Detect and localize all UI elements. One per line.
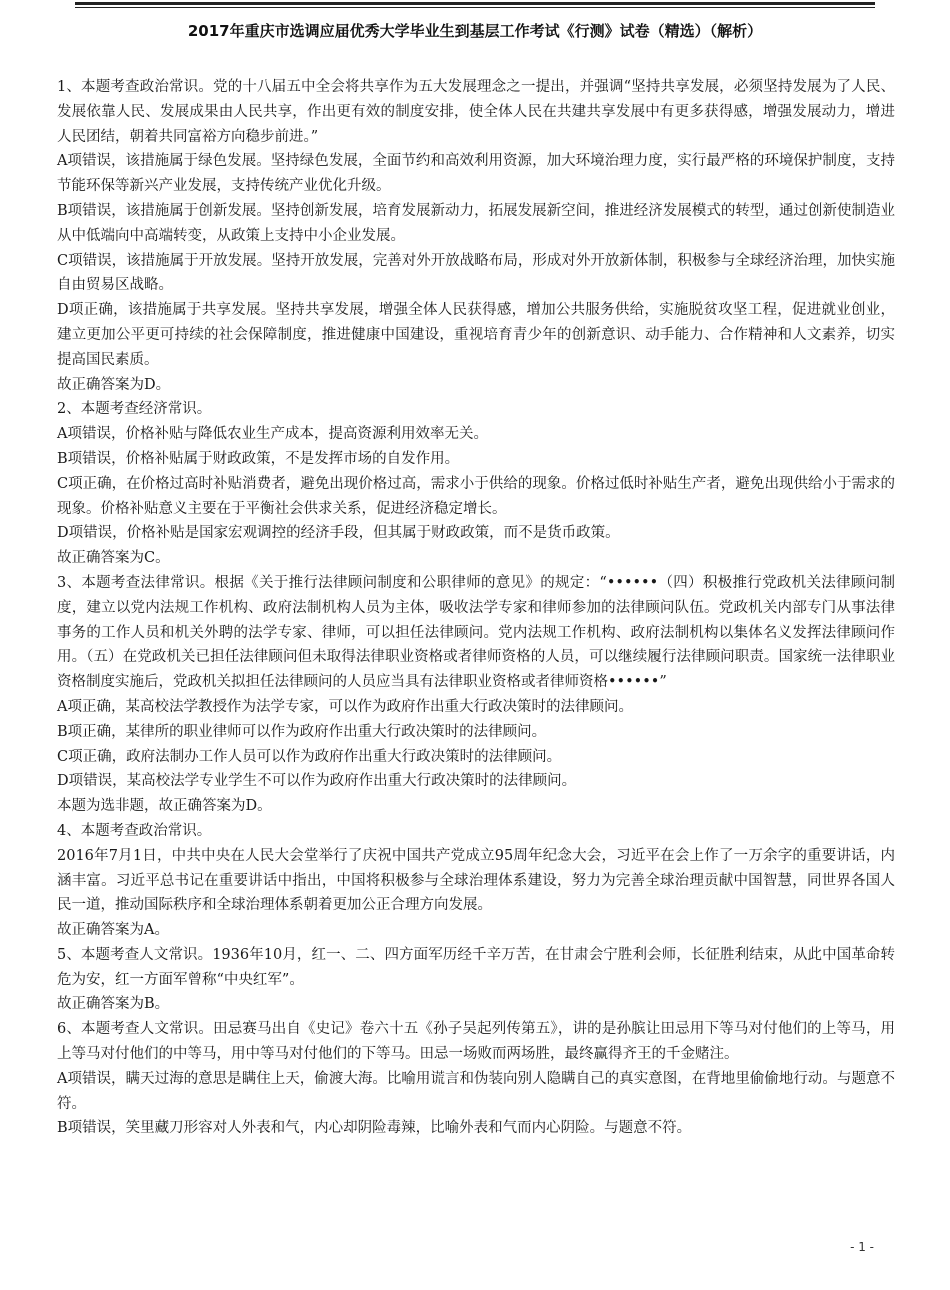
paragraph: B项错误，价格补贴属于财政政策，不是发挥市场的自发作用。 — [57, 450, 460, 467]
paragraph: C项错误，该措施属于开放发展。坚持开放发展，完善对外开放战略布局，形成对外开放新体制，积极参与全球经济治理，加快实施自由贸易区战略。 — [57, 252, 895, 294]
paragraph: D项错误，某高校法学专业学生不可以作为政府作出重大行政决策时的法律顾问。 — [57, 773, 577, 790]
paragraph: C项正确，在价格过高时补贴消费者，避免出现价格过高，需求小于供给的现象。价格过低时补贴生产者，避免出现供给小于需求的现象。价格补贴意义主要在于平衡社会供求关系，促进经济稳定增长。 — [57, 475, 895, 517]
paragraph: B项错误，笑里藏刀形容对人外表和气，内心却阴险毒辣，比喻外表和气而内心阴险。与题意不符。 — [57, 1120, 692, 1137]
document-body — [57, 75, 895, 1141]
paragraph: 6、本题考查人文常识。田忌赛马出自《史记》卷六十五《孙子吴起列传第五》，讲的是孙膑让田忌用下等马对付他们的上等马，用上等马对付他们的中等马，用中等马对付他们的下等马。田忌一场败而两场胜，最终赢得齐王的千金赌注。 — [57, 1021, 895, 1063]
paragraph: 本题为选非题，故正确答案为D。 — [57, 798, 272, 815]
header-rule-thick — [75, 2, 875, 5]
page-title: 2017年重庆市选调应届优秀大学毕业生到基层工作考试《行测》试卷（精选）（解析） — [187, 22, 763, 40]
page-number: - 1 - — [850, 1240, 874, 1254]
paragraph: 1、本题考查政治常识。党的十八届五中全会将共享作为五大发展理念之一提出，并强调“坚持共享发展，必须坚持发展为了人民、发展依靠人民、发展成果由人民共享，作出更有效的制度安排，使全体人民在共建共享发展中有更多获得感，增强发展动力，增进人民团结，朝着共同富裕方向稳步前进。” — [57, 79, 895, 145]
paragraph: D项正确，该措施属于共享发展。坚持共享发展，增强全体人民获得感，增加公共服务供给，实施脱贫攻坚工程，促进就业创业，建立更加公平更可持续的社会保障制度，推进健康中国建设，重视培育青少年的创新意识、动手能力、合作精神和人文素养，切实提高国民素质。 — [57, 302, 895, 368]
paragraph: A项正确，某高校法学教授作为法学专家，可以作为政府作出重大行政决策时的法律顾问。 — [57, 698, 633, 715]
paragraph: B项错误，该措施属于创新发展。坚持创新发展，培育发展新动力，拓展发展新空间，推进经济发展模式的转型，通过创新使制造业从中低端向中高端转变，从政策上支持中小企业发展。 — [57, 202, 895, 244]
paragraph: A项错误，价格补贴与降低农业生产成本，提高资源利用效率无关。 — [57, 426, 488, 443]
paragraph: 故正确答案为A。 — [57, 922, 169, 939]
paragraph: 故正确答案为C。 — [57, 550, 170, 567]
paragraph: 4、本题考查政治常识。 — [57, 822, 212, 839]
paragraph: A项错误，该措施属于绿色发展。坚持绿色发展，全面节约和高效利用资源，加大环境治理力度，实行最严格的环境保护制度，支持节能环保等新兴产业发展，支持传统产业优化升级。 — [57, 153, 895, 195]
paragraph: A项错误，瞒天过海的意思是瞒住上天，偷渡大海。比喻用谎言和伪装向别人隐瞒自己的真实意图，在背地里偷偷地行动。与题意不符。 — [57, 1070, 895, 1112]
paragraph: D项错误，价格补贴是国家宏观调控的经济手段，但其属于财政政策，而不是货币政策。 — [57, 525, 620, 542]
paragraph: 故正确答案为B。 — [57, 996, 170, 1013]
paragraph: B项正确，某律所的职业律师可以作为政府作出重大行政决策时的法律顾问。 — [57, 723, 547, 740]
paragraph: 2016年7月1日，中共中央在人民大会堂举行了庆祝中国共产党成立95周年纪念大会，习近平在会上作了一万余字的重要讲话，内涵丰富。习近平总书记在重要讲话中指出，中国将积极参与全球治理体系建设，努力为完善全球治理贡献中国智慧，同世界各国人民一道，推动国际秩序和全球治理体系朝着更加公正合理方向发展。 — [57, 847, 895, 914]
paragraph: 2、本题考查经济常识。 — [57, 401, 212, 418]
header-rule-thin — [75, 7, 875, 8]
paragraph: 3、本题考查法律常识。根据《关于推行法律顾问制度和公职律师的意见》的规定：“••••••（四）积极推行党政机关法律顾问制度，建立以党内法规工作机构、政府法制机构人员为主体，吸收法学专家和律师参加的法律顾问队伍。党政机关内部专门从事法律事务的工作人员和机关外聘的法学专家、律师，可以担任法律顾问。党内法规工作机构、政府法制机构以集体名义发挥法律顾问作用。（五）在党政机关已担任法律顾问但未取得法律职业资格或者律师资格的人员，可以继续履行法律顾问职责。国家统一法律职业资格制度实施后，党政机关拟担任法律顾问的人员应当具有法律职业资格或者律师资格••••••” — [57, 574, 895, 691]
paragraph: 故正确答案为D。 — [57, 376, 171, 393]
paragraph: C项正确，政府法制办工作人员可以作为政府作出重大行政决策时的法律顾问。 — [57, 748, 562, 765]
paragraph: 5、本题考查人文常识。1936年10月，红一、二、四方面军历经千辛万苦，在甘肃会宁胜利会师，长征胜利结束，从此中国革命转危为安，红一方面军曾称“中央红军”。 — [57, 946, 895, 988]
